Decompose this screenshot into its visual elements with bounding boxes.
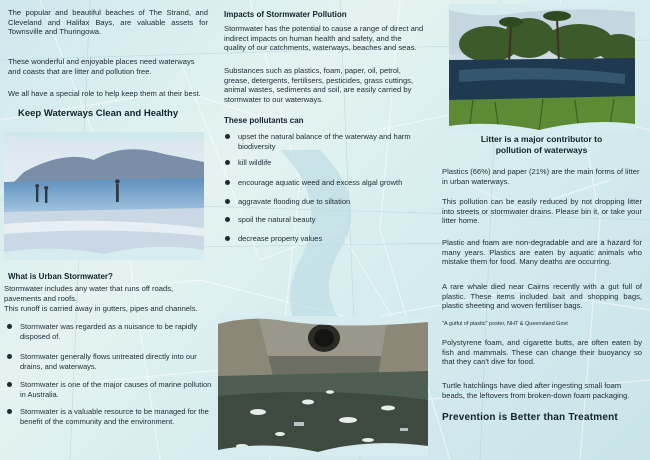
list-item: kill wildlife: [222, 158, 434, 168]
polluted-drain-icon: [218, 316, 428, 456]
list-item: spoil the natural beauty: [222, 215, 434, 225]
litter-heading-line-1: Litter is a major contributor to: [480, 134, 603, 144]
keep-waterways-heading: Keep Waterways Clean and Healthy: [18, 108, 179, 119]
substances-paragraph: Substances such as plastics, foam, paper, oil, petrol, grease, detergents, fertilisers, pesticides, grass cuttings, animal wastes, sediments and soil, are easily carried by stormwater to our waterways.: [224, 66, 414, 105]
drain-photo: [218, 316, 428, 456]
lagoon-photo: [449, 4, 635, 132]
list-item: Stormwater is a valuable resource to be managed for the benefit of the community and the environment.: [4, 407, 216, 427]
reduce-pollution-paragraph: This pollution can be easily reduced by not dropping litter into streets or stormwater drains. Please bin it, or take your litter home.: [442, 197, 642, 226]
list-item: Stormwater is one of the major causes of marine pollution in Australia.: [4, 380, 216, 400]
stormwater-definition: Stormwater includes any water that runs off roads, pavements and roofs.: [4, 284, 174, 303]
impacts-heading: Impacts of Stormwater Pollution: [224, 10, 347, 19]
list-item: upset the natural balance of the waterway and harm biodiversity: [222, 132, 434, 152]
pollutants-heading: These pollutants can: [224, 116, 304, 125]
polystyrene-paragraph: Polystyrene foam, and cigarette butts, are often eaten by fish and mammals. These can change their buoyancy so that they can't dive for food.: [442, 338, 642, 367]
prevention-heading: Prevention is Better than Treatment: [442, 412, 618, 423]
intro-paragraph-2: These wonderful and enjoyable places need waterways and coasts that are litter and pollution free.: [8, 57, 195, 76]
turtle-paragraph: Turtle hatchlings have died after ingesting small foam beads, the leftovers from broken-down foam packaging.: [442, 381, 630, 400]
list-item: Stormwater generally flows untreated directly into our drains, and waterways.: [4, 352, 216, 372]
beach-with-people-icon: [4, 132, 204, 260]
list-item: decrease property values: [222, 234, 434, 244]
lagoon-with-palms-icon: [449, 4, 635, 132]
whale-paragraph: A rare whale died near Cairns recently with a gut full of plastic. These items included bait and shopping bags, plastic sheeting and woven fertiliser bags.: [442, 282, 642, 311]
column-middle: [216, 0, 433, 460]
intro-paragraph-3: We all have a special role to help keep them at their best.: [8, 89, 201, 98]
what-is-stormwater-heading: What is Urban Stormwater?: [8, 272, 113, 281]
column-left: [0, 0, 216, 460]
list-item: encourage aquatic weed and excess algal growth: [222, 178, 434, 188]
list-item: aggravate flooding due to siltation: [222, 197, 434, 207]
non-degradable-paragraph: Plastic and foam are non-degradable and are a hazard for many years. Plastics are eaten by aquatic animals who mistake them for food. Many deaths are occurring.: [442, 238, 642, 267]
plastics-paragraph: Plastics (66%) and paper (21%) are the main forms of litter in urban waterways.: [442, 167, 640, 186]
runoff-text: This runoff is carried away in gutters, pipes and channels.: [4, 304, 198, 313]
column-right: [433, 0, 650, 460]
intro-paragraph-1: The popular and beautiful beaches of The Strand, and Cleveland and Halifax Bays, are valuable assets for Townsville and Thuringowa.: [8, 8, 208, 37]
litter-heading-line-2: pollution of waterways: [495, 145, 588, 155]
impacts-paragraph: Stormwater has the potential to cause a range of direct and indirect impacts on human health and safety, and the quality of our catchments, waterways, beaches and seas.: [224, 24, 424, 53]
beach-photo: [4, 132, 204, 260]
source-citation: "A gutful of plastic" poster, NHT & Queensland Govt: [442, 321, 568, 327]
list-item: Stormwater was regarded as a nuisance to be rapidly disposed of.: [4, 322, 216, 342]
